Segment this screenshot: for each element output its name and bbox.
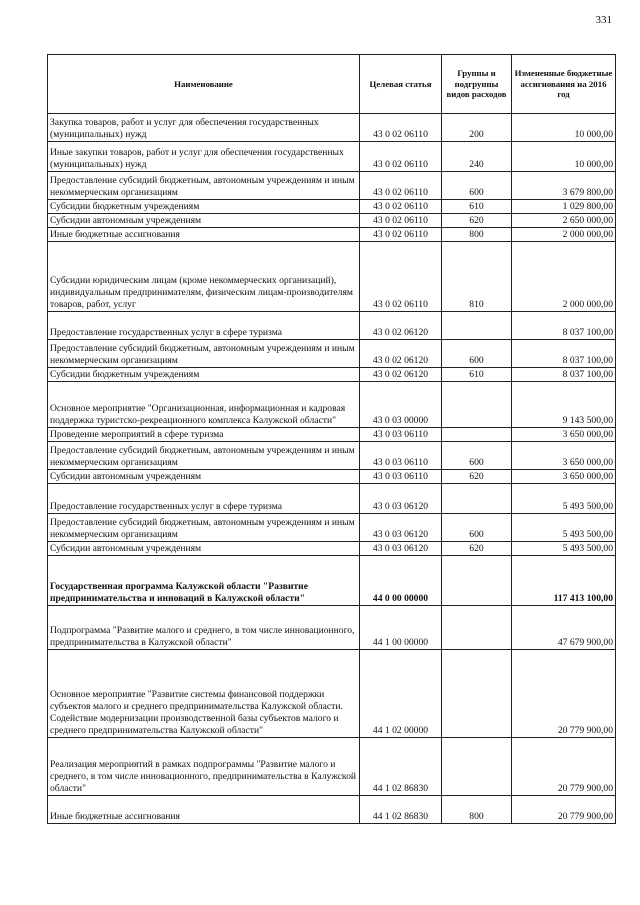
row-name: Субсидии бюджетным учреждениям bbox=[48, 368, 360, 382]
row-name: Предоставление субсидий бюджетным, автономным учреждениям и иным некоммерческим организациям bbox=[48, 514, 360, 542]
row-name: Субсидии бюджетным учреждениям bbox=[48, 200, 360, 214]
row-amount: 5 493 500,00 bbox=[512, 484, 616, 514]
row-group bbox=[442, 556, 512, 606]
row-amount: 3 679 800,00 bbox=[512, 172, 616, 200]
header-article: Целевая статья bbox=[360, 55, 442, 114]
table-row bbox=[48, 442, 616, 470]
row-group: 600 bbox=[442, 442, 512, 470]
row-code: 44 1 02 00000 bbox=[360, 650, 442, 738]
table-row bbox=[48, 796, 616, 824]
table-row bbox=[48, 382, 616, 428]
row-name: Субсидии автономным учреждениям bbox=[48, 214, 360, 228]
row-code: 43 0 02 06120 bbox=[360, 340, 442, 368]
row-group bbox=[442, 484, 512, 514]
row-code: 43 0 03 06110 bbox=[360, 470, 442, 484]
row-code: 43 0 02 06110 bbox=[360, 242, 442, 312]
row-name: Подпрограмма "Развитие малого и среднего, в том числе инновационного, предпринимательства в Калужской области" bbox=[48, 606, 360, 650]
table-row bbox=[48, 556, 616, 606]
row-amount: 10 000,00 bbox=[512, 142, 616, 172]
row-code: 43 0 03 06120 bbox=[360, 514, 442, 542]
row-name: Субсидии автономным учреждениям bbox=[48, 542, 360, 556]
row-name: Предоставление государственных услуг в сфере туризма bbox=[48, 312, 360, 340]
table-row bbox=[48, 428, 616, 442]
header-amount: Измененные бюджетные ассигнования на 2016 год bbox=[512, 55, 616, 114]
row-group bbox=[442, 312, 512, 340]
row-amount: 117 413 100,00 bbox=[512, 556, 616, 606]
table-row bbox=[48, 340, 616, 368]
table-row bbox=[48, 200, 616, 214]
row-code: 44 1 02 86830 bbox=[360, 796, 442, 824]
row-group bbox=[442, 428, 512, 442]
row-code: 43 0 02 06110 bbox=[360, 114, 442, 142]
row-code: 43 0 02 06110 bbox=[360, 214, 442, 228]
row-code: 43 0 03 06110 bbox=[360, 442, 442, 470]
header-name: Наименование bbox=[48, 55, 360, 114]
header-groups: Группы и подгруппы видов расходов bbox=[442, 55, 512, 114]
row-amount: 10 000,00 bbox=[512, 114, 616, 142]
row-group bbox=[442, 606, 512, 650]
row-amount: 5 493 500,00 bbox=[512, 514, 616, 542]
row-code: 43 0 02 06110 bbox=[360, 142, 442, 172]
row-group: 200 bbox=[442, 114, 512, 142]
table-header-row bbox=[48, 55, 616, 114]
row-code: 43 0 03 06120 bbox=[360, 484, 442, 514]
table-row bbox=[48, 606, 616, 650]
table-row bbox=[48, 312, 616, 340]
row-group: 620 bbox=[442, 214, 512, 228]
row-group: 800 bbox=[442, 228, 512, 242]
row-group: 620 bbox=[442, 470, 512, 484]
row-amount: 20 779 900,00 bbox=[512, 796, 616, 824]
row-name: Предоставление субсидий бюджетным, автономным учреждениям и иным некоммерческим организациям bbox=[48, 340, 360, 368]
row-amount: 47 679 900,00 bbox=[512, 606, 616, 650]
table-row bbox=[48, 738, 616, 796]
table-row bbox=[48, 514, 616, 542]
row-name: Государственная программа Калужской области "Развитие предпринимательства и инноваций в Калужской области" bbox=[48, 556, 360, 606]
row-code: 43 0 02 06110 bbox=[360, 200, 442, 214]
table-row bbox=[48, 242, 616, 312]
page-number: 331 bbox=[595, 14, 612, 26]
row-amount: 8 037 100,00 bbox=[512, 312, 616, 340]
table-row bbox=[48, 470, 616, 484]
row-group: 610 bbox=[442, 368, 512, 382]
row-group: 600 bbox=[442, 340, 512, 368]
row-amount: 3 650 000,00 bbox=[512, 470, 616, 484]
row-amount: 3 650 000,00 bbox=[512, 442, 616, 470]
row-group: 600 bbox=[442, 172, 512, 200]
row-code: 43 0 03 06110 bbox=[360, 428, 442, 442]
row-amount: 8 037 100,00 bbox=[512, 368, 616, 382]
row-name: Закупка товаров, работ и услуг для обеспечения государственных (муниципальных) нужд bbox=[48, 114, 360, 142]
row-group: 810 bbox=[442, 242, 512, 312]
row-name: Основное мероприятие "Организационная, информационная и кадровая поддержка туристско-рекреационного комплекса Калужской области" bbox=[48, 382, 360, 428]
table-row bbox=[48, 368, 616, 382]
row-amount: 3 650 000,00 bbox=[512, 428, 616, 442]
row-amount: 5 493 500,00 bbox=[512, 542, 616, 556]
table-row bbox=[48, 114, 616, 142]
row-name: Предоставление субсидий бюджетным, автономным учреждениям и иным некоммерческим организациям bbox=[48, 442, 360, 470]
row-group bbox=[442, 738, 512, 796]
row-group: 610 bbox=[442, 200, 512, 214]
table-row bbox=[48, 214, 616, 228]
row-name: Иные бюджетные ассигнования bbox=[48, 796, 360, 824]
row-group: 240 bbox=[442, 142, 512, 172]
row-code: 44 1 02 86830 bbox=[360, 738, 442, 796]
row-group bbox=[442, 382, 512, 428]
row-code: 43 0 02 06120 bbox=[360, 368, 442, 382]
row-code: 43 0 02 06110 bbox=[360, 172, 442, 200]
table-row bbox=[48, 172, 616, 200]
row-group: 800 bbox=[442, 796, 512, 824]
row-code: 44 1 00 00000 bbox=[360, 606, 442, 650]
table-row bbox=[48, 542, 616, 556]
row-name: Иные бюджетные ассигнования bbox=[48, 228, 360, 242]
table-row bbox=[48, 142, 616, 172]
row-amount: 8 037 100,00 bbox=[512, 340, 616, 368]
row-name: Предоставление субсидий бюджетным, автономным учреждениям и иным некоммерческим организациям bbox=[48, 172, 360, 200]
row-name: Иные закупки товаров, работ и услуг для обеспечения государственных (муниципальных) нужд bbox=[48, 142, 360, 172]
row-code: 43 0 02 06110 bbox=[360, 228, 442, 242]
row-group: 620 bbox=[442, 542, 512, 556]
row-code: 43 0 02 06120 bbox=[360, 312, 442, 340]
row-amount: 2 000 000,00 bbox=[512, 242, 616, 312]
row-name: Основное мероприятие "Развитие системы финансовой поддержки субъектов малого и среднего предпринимательства Калужской области. Содействие модернизации производственной базы субъектов малого и среднего предпринимательства Калужской области" bbox=[48, 650, 360, 738]
table-row bbox=[48, 228, 616, 242]
budget-table bbox=[47, 54, 616, 824]
row-group bbox=[442, 650, 512, 738]
row-name: Реализация мероприятий в рамках подпрограммы "Развитие малого и среднего, в том числе инновационного, предпринимательства в Калужской области" bbox=[48, 738, 360, 796]
row-name: Субсидии автономным учреждениям bbox=[48, 470, 360, 484]
row-name: Предоставление государственных услуг в сфере туризма bbox=[48, 484, 360, 514]
row-amount: 9 143 500,00 bbox=[512, 382, 616, 428]
row-code: 43 0 03 06120 bbox=[360, 542, 442, 556]
row-name: Проведение мероприятий в сфере туризма bbox=[48, 428, 360, 442]
table-row bbox=[48, 650, 616, 738]
table-row bbox=[48, 484, 616, 514]
row-amount: 20 779 900,00 bbox=[512, 650, 616, 738]
row-amount: 1 029 800,00 bbox=[512, 200, 616, 214]
row-amount: 2 650 000,00 bbox=[512, 214, 616, 228]
row-amount: 2 000 000,00 bbox=[512, 228, 616, 242]
row-code: 43 0 03 00000 bbox=[360, 382, 442, 428]
row-group: 600 bbox=[442, 514, 512, 542]
row-code: 44 0 00 00000 bbox=[360, 556, 442, 606]
row-name: Субсидии юридическим лицам (кроме некоммерческих организаций), индивидуальным предпринимателям, физическим лицам-производителям товаров, работ, услуг bbox=[48, 242, 360, 312]
row-amount: 20 779 900,00 bbox=[512, 738, 616, 796]
